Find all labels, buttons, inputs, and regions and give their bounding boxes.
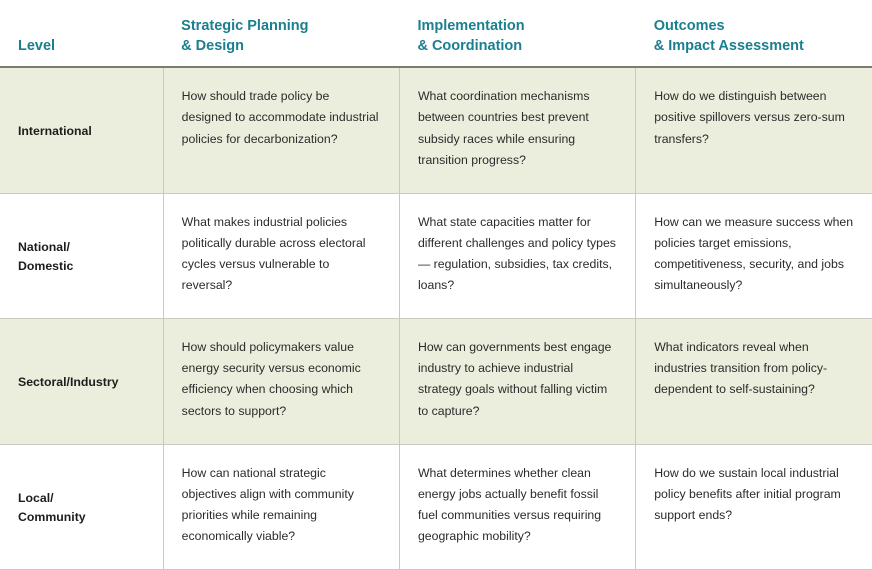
cell-text: How should trade policy be designed to accommodate industrial policies for decarbonization?: [181, 89, 379, 146]
column-header-strategic-planning: [163, 0, 399, 67]
table-header-row: [0, 0, 872, 67]
cell-sectoral-implementation: [399, 319, 635, 444]
cell-text: What makes industrial policies politically durable across electoral cycles versus vulnerable to reversal?: [181, 214, 366, 293]
column-header-implementation-line2: & Coordination: [417, 37, 523, 54]
table-row: [0, 319, 872, 444]
column-header-level-label: Level: [18, 37, 56, 54]
cell-text: What determines whether clean energy jobs actually benefit fossil fuel communities versus requiring geographic mobility?: [417, 465, 602, 543]
cell-international-outcomes: [636, 67, 872, 193]
cell-national-strategic-planning: [163, 193, 399, 318]
column-header-outcomes: [636, 0, 872, 67]
row-level-national-domestic: [0, 193, 163, 318]
cell-sectoral-strategic-planning: [163, 319, 399, 444]
cell-text: What indicators reveal when industries transition from policy-dependent to self-sustaining?: [654, 340, 828, 397]
table-row: [0, 444, 872, 569]
row-level-local-community: [0, 444, 163, 569]
cell-text: What state capacities matter for different challenges and policy types — regulation, subsidies, tax credits, loans?: [417, 214, 616, 293]
cell-international-implementation: [399, 67, 635, 193]
cell-text: What coordination mechanisms between countries best prevent subsidy races while ensuring transition progress?: [417, 89, 590, 167]
cell-local-outcomes: [636, 444, 872, 569]
column-header-implementation: [399, 0, 635, 67]
column-header-outcomes-line2: & Impact Assessment: [653, 37, 804, 54]
column-header-strategic-planning-label: [181, 18, 381, 56]
table-row: [0, 193, 872, 318]
cell-international-strategic-planning: [163, 67, 399, 193]
cell-sectoral-outcomes: [636, 319, 872, 444]
row-level-sectoral-industry: [0, 319, 163, 444]
row-level-local-community-line2: Community: [18, 509, 86, 524]
row-level-international-line1: International: [18, 124, 92, 139]
column-header-outcomes-label: [654, 18, 854, 56]
cell-text: How do we distinguish between positive spillovers versus zero-sum transfers?: [654, 89, 845, 146]
cell-text: How can governments best engage industry to achieve industrial strategy goals without falling victim to capture?: [417, 340, 612, 418]
row-level-sectoral-industry-line1: Sectoral/Industry: [18, 375, 119, 390]
table-row: [0, 67, 872, 193]
cell-national-implementation: [399, 193, 635, 318]
row-level-local-community-line1: Local/: [18, 491, 54, 506]
row-level-international: [0, 67, 163, 193]
row-level-national-domestic-line2: Domestic: [18, 258, 74, 273]
cell-local-implementation: [399, 444, 635, 569]
column-header-strategic-planning-line1: Strategic Planning: [181, 18, 309, 35]
cell-national-outcomes: [636, 193, 872, 318]
column-header-strategic-planning-line2: & Design: [181, 37, 245, 54]
column-header-level: [0, 0, 163, 67]
column-header-outcomes-line1: Outcomes: [653, 18, 725, 35]
cell-text: How do we sustain local industrial policy benefits after initial program support ends?: [654, 465, 841, 522]
row-level-national-domestic-line1: National/: [18, 240, 70, 255]
column-header-implementation-line1: Implementation: [417, 18, 525, 35]
column-header-implementation-label: [417, 18, 617, 56]
cell-text: How can we measure success when policies target emissions, competitiveness, security, and jobs simultaneously?: [654, 214, 854, 293]
cell-text: How should policymakers value energy security versus economic efficiency when choosing which sectors to support?: [181, 340, 361, 418]
cell-local-strategic-planning: [163, 444, 399, 569]
cell-text: How can national strategic objectives align with community priorities while remaining economically viable?: [181, 465, 354, 543]
